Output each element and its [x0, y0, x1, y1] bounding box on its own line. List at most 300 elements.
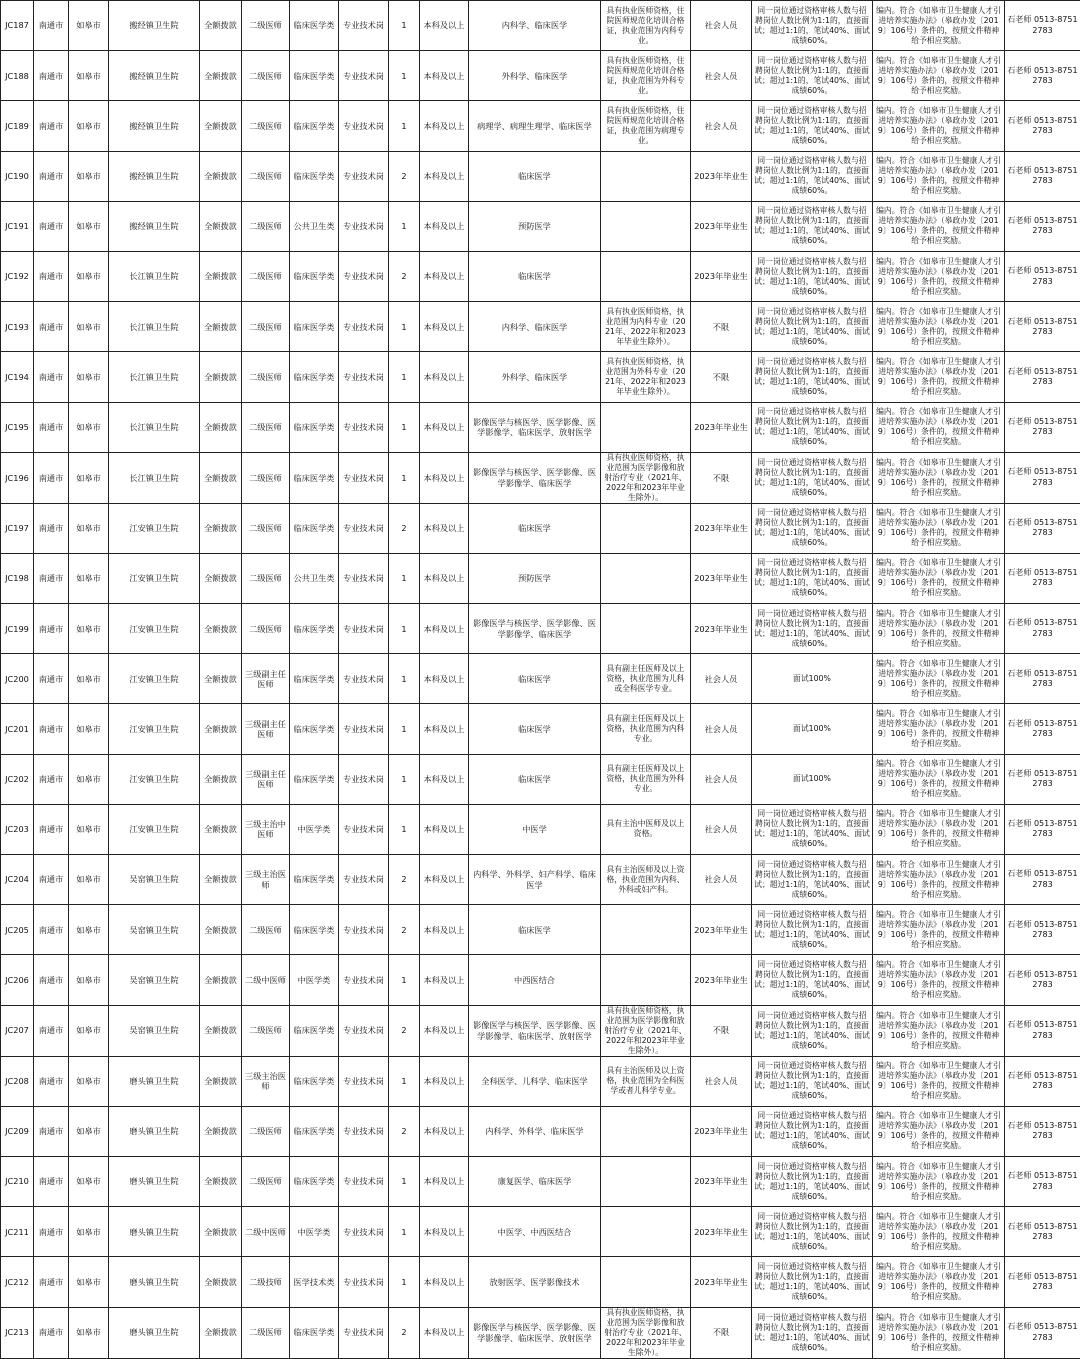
position-code-cell: JC209	[1, 1106, 34, 1156]
target-group-cell: 不限	[691, 1005, 752, 1056]
city-cell: 南通市	[34, 51, 69, 101]
target-group-cell: 社会人员	[691, 804, 752, 854]
post-category-cell: 临床医学类	[290, 855, 339, 905]
city-cell: 南通市	[34, 503, 69, 553]
exam-method-cell: 同一岗位通过资格审核人数与招聘岗位人数比例为1:1的，直接面试；超过1:1的，笔试40%、面试成绩60%。	[752, 1106, 873, 1156]
education-cell: 本科及以上	[420, 754, 469, 804]
county-cell: 如皋市	[69, 201, 109, 251]
post-type-cell: 专业技术岗	[339, 1307, 389, 1358]
exam-method-cell: 同一岗位通过资格审核人数与招聘岗位人数比例为1:1的，直接面试；超过1:1的，笔试40%、面试成绩60%。	[752, 302, 873, 352]
table-row	[1, 1005, 1080, 1056]
position-code-cell: JC196	[1, 452, 34, 503]
exam-method-cell: 同一岗位通过资格审核人数与招聘岗位人数比例为1:1的，直接面试；超过1:1的，笔试40%、面试成绩60%。	[752, 1056, 873, 1106]
position-code-cell: JC199	[1, 604, 34, 654]
post-type-cell: 专业技术岗	[339, 654, 389, 704]
target-group-cell: 2023年毕业生	[691, 1207, 752, 1257]
post-type-cell: 专业技术岗	[339, 1, 389, 51]
exam-method-cell: 同一岗位通过资格审核人数与招聘岗位人数比例为1:1的，直接面试；超过1:1的，笔试40%、面试成绩60%。	[752, 101, 873, 151]
post-type-cell: 专业技术岗	[339, 955, 389, 1005]
note-cell: 编内。符合《如皋市卫生健康人才引进培养实施办法》（皋政办发〔2019〕106号）条件的，按照文件精神给予相应奖励。	[873, 51, 1005, 101]
table-row	[1, 503, 1080, 553]
requirements-cell: 具有执业医师资格，执业范围为医学影像和放射治疗专业（2021年、2022年和2023年毕业生除外）。	[601, 1005, 691, 1056]
county-cell: 如皋市	[69, 955, 109, 1005]
post-type-cell: 专业技术岗	[339, 1207, 389, 1257]
target-group-cell: 社会人员	[691, 855, 752, 905]
funding-type-cell: 全额拨款	[200, 251, 242, 301]
contact-cell: 石老师 0513-87512783	[1005, 855, 1080, 905]
hire-count-cell: 1	[389, 101, 420, 151]
unit-name-cell: 长江镇卫生院	[109, 452, 200, 503]
note-cell: 编内。符合《如皋市卫生健康人才引进培养实施办法》（皋政办发〔2019〕106号）条件的，按照文件精神给予相应奖励。	[873, 604, 1005, 654]
unit-name-cell: 吴窑镇卫生院	[109, 955, 200, 1005]
contact-cell: 石老师 0513-87512783	[1005, 1, 1080, 51]
exam-method-cell: 同一岗位通过资格审核人数与招聘岗位人数比例为1:1的，直接面试；超过1:1的，笔试40%、面试成绩60%。	[752, 201, 873, 251]
hire-count-cell: 1	[389, 804, 420, 854]
exam-method-cell: 面试100%	[752, 704, 873, 754]
unit-name-cell: 磨头镇卫生院	[109, 1106, 200, 1156]
target-group-cell: 社会人员	[691, 654, 752, 704]
hire-count-cell: 2	[389, 855, 420, 905]
table-row	[1, 302, 1080, 352]
table-row	[1, 804, 1080, 854]
post-category-cell: 临床医学类	[290, 905, 339, 955]
unit-name-cell: 江安镇卫生院	[109, 604, 200, 654]
education-cell: 本科及以上	[420, 1156, 469, 1206]
contact-cell: 石老师 0513-87512783	[1005, 51, 1080, 101]
city-cell: 南通市	[34, 151, 69, 201]
education-cell: 本科及以上	[420, 955, 469, 1005]
post-type-cell: 专业技术岗	[339, 151, 389, 201]
unit-name-cell: 搬经镇卫生院	[109, 51, 200, 101]
post-category-cell: 临床医学类	[290, 352, 339, 402]
position-code-cell: JC195	[1, 402, 34, 452]
education-cell: 本科及以上	[420, 1056, 469, 1106]
county-cell: 如皋市	[69, 1207, 109, 1257]
note-cell: 编内。符合《如皋市卫生健康人才引进培养实施办法》（皋政办发〔2019〕106号）条件的，按照文件精神给予相应奖励。	[873, 553, 1005, 603]
city-cell: 南通市	[34, 101, 69, 151]
position-code-cell: JC213	[1, 1307, 34, 1358]
unit-name-cell: 长江镇卫生院	[109, 402, 200, 452]
post-level-cell: 三级副主任医师	[242, 654, 290, 704]
major-cell: 影像医学与核医学、医学影像、医学影像学、临床医学、放射医学	[469, 1307, 601, 1358]
table-row	[1, 201, 1080, 251]
funding-type-cell: 全额拨款	[200, 1207, 242, 1257]
hire-count-cell: 1	[389, 955, 420, 1005]
county-cell: 如皋市	[69, 302, 109, 352]
contact-cell: 石老师 0513-87512783	[1005, 251, 1080, 301]
post-category-cell: 临床医学类	[290, 151, 339, 201]
post-category-cell: 临床医学类	[290, 251, 339, 301]
post-level-cell: 二级医师	[242, 1, 290, 51]
funding-type-cell: 全额拨款	[200, 51, 242, 101]
major-cell: 临床医学	[469, 251, 601, 301]
major-cell: 临床医学	[469, 654, 601, 704]
hire-count-cell: 1	[389, 704, 420, 754]
post-type-cell: 专业技术岗	[339, 804, 389, 854]
post-category-cell: 临床医学类	[290, 1, 339, 51]
funding-type-cell: 全额拨款	[200, 1156, 242, 1206]
exam-method-cell: 同一岗位通过资格审核人数与招聘岗位人数比例为1:1的，直接面试；超过1:1的，笔试40%、面试成绩60%。	[752, 1, 873, 51]
hire-count-cell: 1	[389, 553, 420, 603]
education-cell: 本科及以上	[420, 704, 469, 754]
position-code-cell: JC210	[1, 1156, 34, 1206]
requirements-cell: 具有主治医师及以上资格，执业范围为全科医学或者儿科学专业。	[601, 1056, 691, 1106]
major-cell: 中医学	[469, 804, 601, 854]
position-code-cell: JC206	[1, 955, 34, 1005]
post-level-cell: 三级主治中医师	[242, 804, 290, 854]
hire-count-cell: 2	[389, 151, 420, 201]
funding-type-cell: 全额拨款	[200, 402, 242, 452]
county-cell: 如皋市	[69, 452, 109, 503]
education-cell: 本科及以上	[420, 604, 469, 654]
city-cell: 南通市	[34, 855, 69, 905]
contact-cell: 石老师 0513-87512783	[1005, 905, 1080, 955]
post-type-cell: 专业技术岗	[339, 1056, 389, 1106]
post-type-cell: 专业技术岗	[339, 452, 389, 503]
requirements-cell	[601, 402, 691, 452]
exam-method-cell: 同一岗位通过资格审核人数与招聘岗位人数比例为1:1的，直接面试；超过1:1的，笔试40%、面试成绩60%。	[752, 955, 873, 1005]
education-cell: 本科及以上	[420, 1, 469, 51]
post-level-cell: 二级医师	[242, 1106, 290, 1156]
position-code-cell: JC202	[1, 754, 34, 804]
post-level-cell: 二级医师	[242, 101, 290, 151]
target-group-cell: 2023年毕业生	[691, 402, 752, 452]
education-cell: 本科及以上	[420, 452, 469, 503]
county-cell: 如皋市	[69, 604, 109, 654]
position-code-cell: JC187	[1, 1, 34, 51]
exam-method-cell: 同一岗位通过资格审核人数与招聘岗位人数比例为1:1的，直接面试；超过1:1的，笔试40%、面试成绩60%。	[752, 1005, 873, 1056]
funding-type-cell: 全额拨款	[200, 955, 242, 1005]
city-cell: 南通市	[34, 704, 69, 754]
post-category-cell: 医学技术类	[290, 1257, 339, 1307]
post-type-cell: 专业技术岗	[339, 704, 389, 754]
county-cell: 如皋市	[69, 1307, 109, 1358]
funding-type-cell: 全额拨款	[200, 804, 242, 854]
city-cell: 南通市	[34, 402, 69, 452]
exam-method-cell: 同一岗位通过资格审核人数与招聘岗位人数比例为1:1的，直接面试；超过1:1的，笔试40%、面试成绩60%。	[752, 1257, 873, 1307]
post-category-cell: 临床医学类	[290, 101, 339, 151]
post-level-cell: 二级医师	[242, 201, 290, 251]
table-row	[1, 452, 1080, 503]
position-code-cell: JC197	[1, 503, 34, 553]
funding-type-cell: 全额拨款	[200, 151, 242, 201]
target-group-cell: 2023年毕业生	[691, 955, 752, 1005]
note-cell: 编内。符合《如皋市卫生健康人才引进培养实施办法》（皋政办发〔2019〕106号）条件的，按照文件精神给予相应奖励。	[873, 1106, 1005, 1156]
hire-count-cell: 1	[389, 754, 420, 804]
post-level-cell: 二级技师	[242, 1257, 290, 1307]
table-row	[1, 754, 1080, 804]
note-cell: 编内。符合《如皋市卫生健康人才引进培养实施办法》（皋政办发〔2019〕106号）条件的，按照文件精神给予相应奖励。	[873, 754, 1005, 804]
target-group-cell: 2023年毕业生	[691, 503, 752, 553]
exam-method-cell: 同一岗位通过资格审核人数与招聘岗位人数比例为1:1的，直接面试；超过1:1的，笔试40%、面试成绩60%。	[752, 51, 873, 101]
position-code-cell: JC204	[1, 855, 34, 905]
education-cell: 本科及以上	[420, 553, 469, 603]
education-cell: 本科及以上	[420, 1106, 469, 1156]
post-category-cell: 临床医学类	[290, 51, 339, 101]
major-cell: 临床医学	[469, 503, 601, 553]
requirements-cell: 具有副主任医师及以上资格，执业范围为外科专业。	[601, 754, 691, 804]
hire-count-cell: 2	[389, 1307, 420, 1358]
city-cell: 南通市	[34, 1005, 69, 1056]
post-level-cell: 二级医师	[242, 452, 290, 503]
funding-type-cell: 全额拨款	[200, 855, 242, 905]
table-row	[1, 1056, 1080, 1106]
target-group-cell: 2023年毕业生	[691, 1156, 752, 1206]
education-cell: 本科及以上	[420, 201, 469, 251]
unit-name-cell: 吴窑镇卫生院	[109, 1005, 200, 1056]
contact-cell: 石老师 0513-87512783	[1005, 804, 1080, 854]
county-cell: 如皋市	[69, 1, 109, 51]
education-cell: 本科及以上	[420, 905, 469, 955]
unit-name-cell: 江安镇卫生院	[109, 553, 200, 603]
city-cell: 南通市	[34, 1257, 69, 1307]
post-category-cell: 临床医学类	[290, 1106, 339, 1156]
education-cell: 本科及以上	[420, 402, 469, 452]
unit-name-cell: 搬经镇卫生院	[109, 1, 200, 51]
education-cell: 本科及以上	[420, 101, 469, 151]
note-cell: 编内。符合《如皋市卫生健康人才引进培养实施办法》（皋政办发〔2019〕106号）条件的，按照文件精神给予相应奖励。	[873, 201, 1005, 251]
city-cell: 南通市	[34, 352, 69, 402]
post-category-cell: 临床医学类	[290, 1005, 339, 1056]
city-cell: 南通市	[34, 654, 69, 704]
hire-count-cell: 2	[389, 503, 420, 553]
contact-cell: 石老师 0513-87512783	[1005, 553, 1080, 603]
note-cell: 编内。符合《如皋市卫生健康人才引进培养实施办法》（皋政办发〔2019〕106号）条件的，按照文件精神给予相应奖励。	[873, 654, 1005, 704]
position-code-cell: JC192	[1, 251, 34, 301]
position-code-cell: JC203	[1, 804, 34, 854]
city-cell: 南通市	[34, 1106, 69, 1156]
education-cell: 本科及以上	[420, 251, 469, 301]
position-code-cell: JC208	[1, 1056, 34, 1106]
major-cell: 内科学、外科学、妇产科学、临床医学	[469, 855, 601, 905]
table-row	[1, 51, 1080, 101]
funding-type-cell: 全额拨款	[200, 704, 242, 754]
hire-count-cell: 1	[389, 302, 420, 352]
table-row	[1, 1156, 1080, 1206]
funding-type-cell: 全额拨款	[200, 452, 242, 503]
post-type-cell: 专业技术岗	[339, 1106, 389, 1156]
exam-method-cell: 同一岗位通过资格审核人数与招聘岗位人数比例为1:1的，直接面试；超过1:1的，笔试40%、面试成绩60%。	[752, 1207, 873, 1257]
major-cell: 临床医学	[469, 704, 601, 754]
contact-cell: 石老师 0513-87512783	[1005, 151, 1080, 201]
post-level-cell: 二级医师	[242, 352, 290, 402]
unit-name-cell: 江安镇卫生院	[109, 804, 200, 854]
county-cell: 如皋市	[69, 754, 109, 804]
major-cell: 内科学、临床医学	[469, 302, 601, 352]
county-cell: 如皋市	[69, 804, 109, 854]
post-level-cell: 二级医师	[242, 251, 290, 301]
contact-cell: 石老师 0513-87512783	[1005, 503, 1080, 553]
post-category-cell: 中医学类	[290, 804, 339, 854]
contact-cell: 石老师 0513-87512783	[1005, 1106, 1080, 1156]
unit-name-cell: 磨头镇卫生院	[109, 1307, 200, 1358]
table-row	[1, 251, 1080, 301]
county-cell: 如皋市	[69, 1056, 109, 1106]
major-cell: 影像医学与核医学、医学影像、医学影像学、临床医学、放射医学	[469, 402, 601, 452]
position-code-cell: JC191	[1, 201, 34, 251]
note-cell: 编内。符合《如皋市卫生健康人才引进培养实施办法》（皋政办发〔2019〕106号）条件的，按照文件精神给予相应奖励。	[873, 855, 1005, 905]
target-group-cell: 不限	[691, 1307, 752, 1358]
exam-method-cell: 同一岗位通过资格审核人数与招聘岗位人数比例为1:1的，直接面试；超过1:1的，笔试40%、面试成绩60%。	[752, 352, 873, 402]
requirements-cell: 具有执业医师资格，执业范围为医学影像和放射治疗专业（2021年、2022年和2023年毕业生除外）。	[601, 452, 691, 503]
exam-method-cell: 同一岗位通过资格审核人数与招聘岗位人数比例为1:1的，直接面试；超过1:1的，笔试40%、面试成绩60%。	[752, 503, 873, 553]
target-group-cell: 2023年毕业生	[691, 201, 752, 251]
city-cell: 南通市	[34, 804, 69, 854]
exam-method-cell: 面试100%	[752, 754, 873, 804]
post-level-cell: 二级医师	[242, 151, 290, 201]
post-category-cell: 临床医学类	[290, 654, 339, 704]
post-type-cell: 专业技术岗	[339, 1257, 389, 1307]
contact-cell: 石老师 0513-87512783	[1005, 452, 1080, 503]
education-cell: 本科及以上	[420, 804, 469, 854]
table-row	[1, 402, 1080, 452]
county-cell: 如皋市	[69, 1257, 109, 1307]
target-group-cell: 不限	[691, 302, 752, 352]
post-type-cell: 专业技术岗	[339, 1156, 389, 1206]
funding-type-cell: 全额拨款	[200, 1056, 242, 1106]
county-cell: 如皋市	[69, 402, 109, 452]
note-cell: 编内。符合《如皋市卫生健康人才引进培养实施办法》（皋政办发〔2019〕106号）条件的，按照文件精神给予相应奖励。	[873, 1005, 1005, 1056]
note-cell: 编内。符合《如皋市卫生健康人才引进培养实施办法》（皋政办发〔2019〕106号）条件的，按照文件精神给予相应奖励。	[873, 402, 1005, 452]
county-cell: 如皋市	[69, 654, 109, 704]
county-cell: 如皋市	[69, 251, 109, 301]
table-row	[1, 855, 1080, 905]
major-cell: 内科学、外科学、临床医学	[469, 1106, 601, 1156]
unit-name-cell: 长江镇卫生院	[109, 251, 200, 301]
post-level-cell: 二级医师	[242, 51, 290, 101]
funding-type-cell: 全额拨款	[200, 1106, 242, 1156]
contact-cell: 石老师 0513-87512783	[1005, 101, 1080, 151]
exam-method-cell: 同一岗位通过资格审核人数与招聘岗位人数比例为1:1的，直接面试；超过1:1的，笔试40%、面试成绩60%。	[752, 553, 873, 603]
post-category-cell: 临床医学类	[290, 1307, 339, 1358]
exam-method-cell: 同一岗位通过资格审核人数与招聘岗位人数比例为1:1的，直接面试；超过1:1的，笔试40%、面试成绩60%。	[752, 1156, 873, 1206]
note-cell: 编内。符合《如皋市卫生健康人才引进培养实施办法》（皋政办发〔2019〕106号）条件的，按照文件精神给予相应奖励。	[873, 704, 1005, 754]
education-cell: 本科及以上	[420, 1307, 469, 1358]
city-cell: 南通市	[34, 1156, 69, 1206]
unit-name-cell: 长江镇卫生院	[109, 302, 200, 352]
post-type-cell: 专业技术岗	[339, 553, 389, 603]
contact-cell: 石老师 0513-87512783	[1005, 1005, 1080, 1056]
major-cell: 康复医学、临床医学	[469, 1156, 601, 1206]
major-cell: 临床医学	[469, 905, 601, 955]
note-cell: 编内。符合《如皋市卫生健康人才引进培养实施办法》（皋政办发〔2019〕106号）条件的，按照文件精神给予相应奖励。	[873, 1156, 1005, 1206]
target-group-cell: 社会人员	[691, 704, 752, 754]
major-cell: 全科医学、儿科学、临床医学	[469, 1056, 601, 1106]
post-level-cell: 三级副主任医师	[242, 754, 290, 804]
hire-count-cell: 1	[389, 1056, 420, 1106]
requirements-cell	[601, 151, 691, 201]
requirements-cell	[601, 1207, 691, 1257]
table-row	[1, 1106, 1080, 1156]
note-cell: 编内。符合《如皋市卫生健康人才引进培养实施办法》（皋政办发〔2019〕106号）条件的，按照文件精神给予相应奖励。	[873, 151, 1005, 201]
county-cell: 如皋市	[69, 1106, 109, 1156]
target-group-cell: 2023年毕业生	[691, 1106, 752, 1156]
position-code-cell: JC198	[1, 553, 34, 603]
requirements-cell	[601, 905, 691, 955]
exam-method-cell: 同一岗位通过资格审核人数与招聘岗位人数比例为1:1的，直接面试；超过1:1的，笔试40%、面试成绩60%。	[752, 151, 873, 201]
note-cell: 编内。符合《如皋市卫生健康人才引进培养实施办法》（皋政办发〔2019〕106号）条件的，按照文件精神给予相应奖励。	[873, 352, 1005, 402]
table-row	[1, 955, 1080, 1005]
post-type-cell: 专业技术岗	[339, 302, 389, 352]
major-cell: 外科学、临床医学	[469, 51, 601, 101]
major-cell: 外科学、临床医学	[469, 352, 601, 402]
requirements-cell	[601, 503, 691, 553]
post-level-cell: 二级医师	[242, 604, 290, 654]
table-row	[1, 1207, 1080, 1257]
table-row	[1, 604, 1080, 654]
hire-count-cell: 1	[389, 352, 420, 402]
city-cell: 南通市	[34, 905, 69, 955]
county-cell: 如皋市	[69, 905, 109, 955]
post-category-cell: 临床医学类	[290, 503, 339, 553]
hire-count-cell: 1	[389, 51, 420, 101]
funding-type-cell: 全额拨款	[200, 352, 242, 402]
requirements-cell: 具有副主任医师及以上资格，执业范围为内科专业。	[601, 704, 691, 754]
city-cell: 南通市	[34, 302, 69, 352]
post-type-cell: 专业技术岗	[339, 352, 389, 402]
city-cell: 南通市	[34, 1, 69, 51]
target-group-cell: 2023年毕业生	[691, 251, 752, 301]
major-cell: 临床医学	[469, 151, 601, 201]
funding-type-cell: 全额拨款	[200, 905, 242, 955]
table-body	[1, 1, 1080, 1359]
requirements-cell	[601, 1156, 691, 1206]
position-code-cell: JC207	[1, 1005, 34, 1056]
exam-method-cell: 同一岗位通过资格审核人数与招聘岗位人数比例为1:1的，直接面试；超过1:1的，笔试40%、面试成绩60%。	[752, 855, 873, 905]
funding-type-cell: 全额拨款	[200, 503, 242, 553]
county-cell: 如皋市	[69, 51, 109, 101]
position-code-cell: JC212	[1, 1257, 34, 1307]
post-type-cell: 专业技术岗	[339, 855, 389, 905]
target-group-cell: 2023年毕业生	[691, 1257, 752, 1307]
hire-count-cell: 2	[389, 905, 420, 955]
post-category-cell: 临床医学类	[290, 754, 339, 804]
position-code-cell: JC201	[1, 704, 34, 754]
education-cell: 本科及以上	[420, 503, 469, 553]
contact-cell: 石老师 0513-87512783	[1005, 201, 1080, 251]
table-row	[1, 1257, 1080, 1307]
major-cell: 影像医学与核医学、医学影像、医学影像学、临床医学	[469, 452, 601, 503]
requirements-cell	[601, 553, 691, 603]
city-cell: 南通市	[34, 553, 69, 603]
funding-type-cell: 全额拨款	[200, 302, 242, 352]
requirements-cell	[601, 604, 691, 654]
county-cell: 如皋市	[69, 553, 109, 603]
exam-method-cell: 同一岗位通过资格审核人数与招聘岗位人数比例为1:1的，直接面试；超过1:1的，笔试40%、面试成绩60%。	[752, 452, 873, 503]
target-group-cell: 不限	[691, 352, 752, 402]
post-category-cell: 中医学类	[290, 955, 339, 1005]
city-cell: 南通市	[34, 754, 69, 804]
county-cell: 如皋市	[69, 101, 109, 151]
unit-name-cell: 吴窑镇卫生院	[109, 855, 200, 905]
exam-method-cell: 同一岗位通过资格审核人数与招聘岗位人数比例为1:1的，直接面试；超过1:1的，笔试40%、面试成绩60%。	[752, 604, 873, 654]
hire-count-cell: 1	[389, 452, 420, 503]
post-type-cell: 专业技术岗	[339, 201, 389, 251]
post-category-cell: 公共卫生类	[290, 553, 339, 603]
contact-cell: 石老师 0513-87512783	[1005, 754, 1080, 804]
post-level-cell: 二级医师	[242, 302, 290, 352]
hire-count-cell: 1	[389, 604, 420, 654]
post-type-cell: 专业技术岗	[339, 754, 389, 804]
requirements-cell: 具有执业医师资格，住院医师规范化培训合格证，执业范围为病理专业。	[601, 101, 691, 151]
post-type-cell: 专业技术岗	[339, 1005, 389, 1056]
requirements-cell	[601, 1257, 691, 1307]
position-code-cell: JC189	[1, 101, 34, 151]
requirements-cell	[601, 251, 691, 301]
contact-cell: 石老师 0513-87512783	[1005, 352, 1080, 402]
post-level-cell: 二级中医师	[242, 1207, 290, 1257]
post-category-cell: 临床医学类	[290, 604, 339, 654]
